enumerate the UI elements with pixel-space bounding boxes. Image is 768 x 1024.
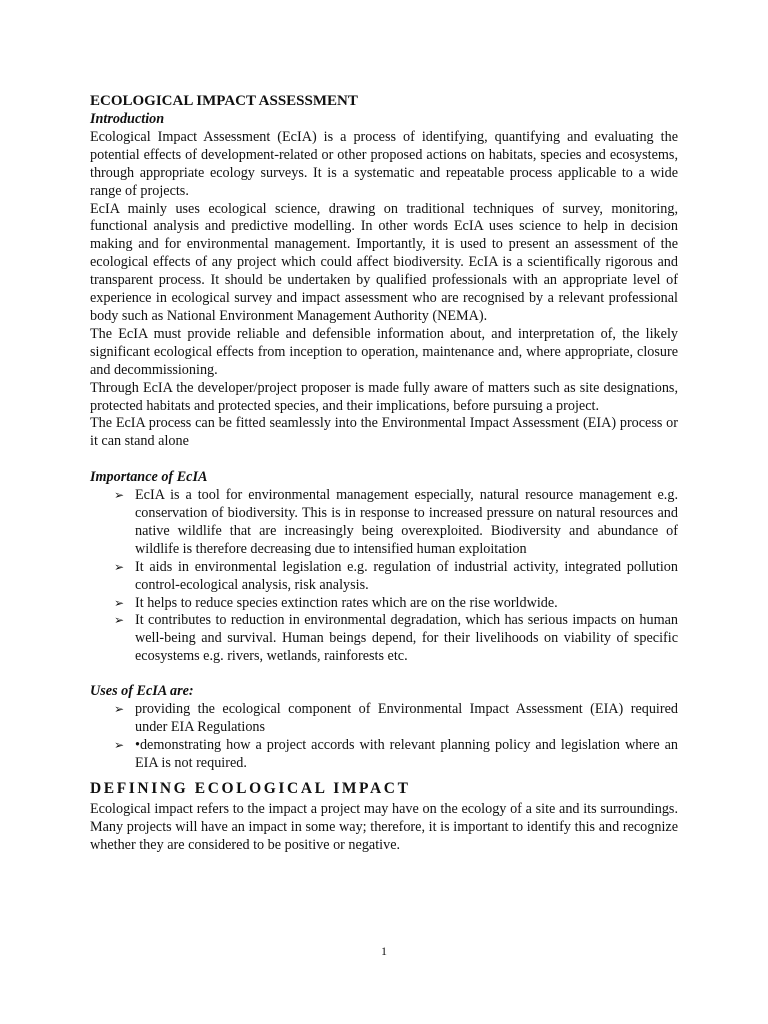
list-item: [114, 612, 678, 666]
list-item-text: It contributes to reduction in environmental degradation, which has serious impacts on human well-being and survival. Human beings depend, for their livelihoods on viability of specific ecosystems e.g. rivers, wetlands, rainforests etc.: [135, 612, 678, 665]
uses-heading: Uses of EcIA are:: [90, 683, 194, 700]
importance-heading: Importance of EcIA: [90, 469, 208, 486]
intro-paragraph: The EcIA process can be fitted seamlessly into the Environmental Impact Assessment (EIA) process or it can stand alone: [90, 415, 678, 450]
defining-paragraph: Ecological impact refers to the impact a project may have on the ecology of a site and its surroundings. Many projects will have an impact in some way; therefore, it is important to identify this and recognize whether they are considered to be positive or negative.: [90, 800, 678, 853]
importance-list: [90, 487, 678, 666]
arrow-bullet-icon: ➢: [114, 559, 125, 574]
document-title: ECOLOGICAL IMPACT ASSESSMENT: [90, 93, 358, 109]
intro-paragraph: The EcIA must provide reliable and defensible information about, and interpretation of, the likely significant ecological effects from inception to operation, maintenance and, where appropriate, closure and decommissioning.: [90, 325, 678, 378]
list-item: [114, 594, 678, 613]
list-item-text: EcIA is a tool for environmental management especially, natural resource management e.g. conservation of biodiversity. This is in response to increased pressure on natural resources and native wildlife that are increasingly being overexploited. Biodiversity and abundance of wildlife is therefore decreasing due to intensified human exploitation: [135, 487, 678, 557]
page-number: 1: [381, 944, 387, 958]
arrow-bullet-icon: ➢: [114, 613, 125, 628]
arrow-bullet-icon: ➢: [114, 737, 125, 752]
list-item: [114, 558, 678, 595]
uses-list: [90, 701, 678, 773]
document-body: [90, 92, 678, 854]
arrow-bullet-icon: ➢: [114, 595, 125, 610]
list-item: [114, 487, 678, 559]
arrow-bullet-icon: ➢: [114, 488, 125, 503]
intro-paragraph: EcIA mainly uses ecological science, drawing on traditional techniques of survey, monitoring, functional analysis and predictive modelling. In other words EcIA uses science to help in decision making and for environmental management. Importantly, it is used to present an assessment of the ecological effects of any project which could affect biodiversity. EcIA is a scientifically rigorous and transparent process. It should be undertaken by qualified professionals with an appropriate level of experience in ecological survey and impact assessment who are recognised by a relevant professional body such as National Environment Management Authority (NEMA).: [90, 200, 678, 324]
spacer: [90, 666, 678, 683]
spacer: [90, 451, 678, 469]
list-item: [114, 701, 678, 737]
list-item-text: providing the ecological component of Environmental Impact Assessment (EIA) required under EIA Regulations: [135, 701, 678, 735]
list-item: [114, 736, 678, 773]
defining-heading: DEFINING ECOLOGICAL IMPACT: [90, 779, 411, 797]
introduction-heading: Introduction: [90, 111, 165, 127]
intro-paragraph: Through EcIA the developer/project proposer is made fully aware of matters such as site designations, protected habitats and protected species, and their implications, before pursuing a project.: [90, 379, 678, 414]
arrow-bullet-icon: ➢: [114, 702, 125, 717]
intro-paragraph: Ecological Impact Assessment (EcIA) is a process of identifying, quantifying and evaluating the potential effects of development-related or other proposed actions on habitats, species and ecosystems, through appropriate ecology surveys. It is a systematic and repeatable process applicable to a wide range of projects.: [90, 128, 678, 199]
list-item-text: It helps to reduce species extinction rates which are on the rise worldwide.: [135, 594, 558, 611]
list-item-text: •demonstrating how a project accords with relevant planning policy and legislation where an EIA is not required.: [135, 736, 678, 771]
list-item-text: It aids in environmental legislation e.g. regulation of industrial activity, integrated pollution control-ecological analysis, risk analysis.: [135, 558, 678, 593]
